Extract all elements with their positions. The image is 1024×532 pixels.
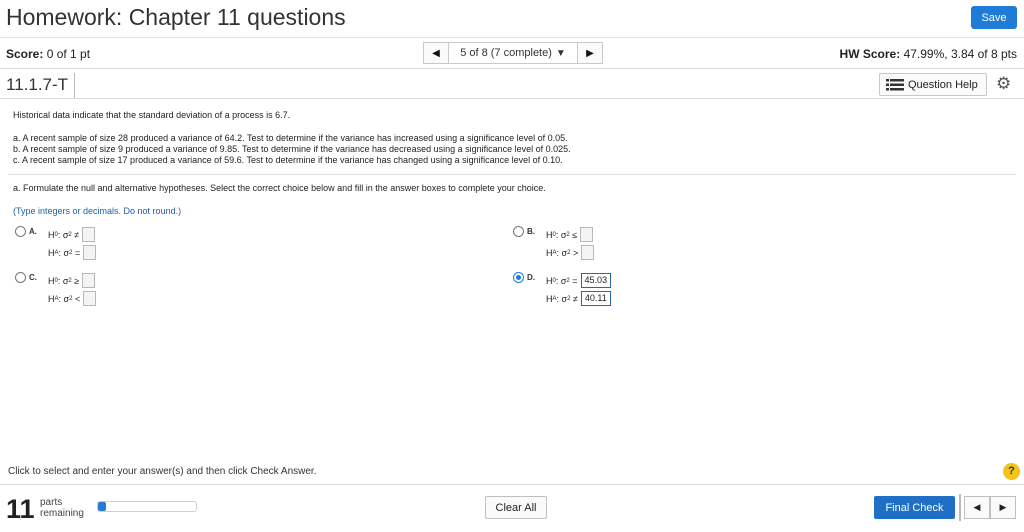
sigma: σ — [561, 293, 568, 304]
footer-message: Click to select and enter your answer(s) and then click Check Answer. — [8, 466, 317, 477]
h0-label: H — [546, 229, 553, 240]
question-part-a: a. A recent sample of size 28 produced a variance of 64.2. Test to determine if the variance has increased using a significance level of 0.05. — [13, 133, 568, 143]
prev-question-button[interactable] — [423, 42, 449, 64]
progress-fill — [98, 502, 106, 511]
squared: 2 — [68, 231, 72, 238]
question-help-label: Question Help — [908, 78, 978, 91]
divider — [8, 174, 1016, 175]
question-intro: Historical data indicate that the standard deviation of a process is 6.7. — [13, 110, 291, 120]
triangle-left-icon: ◀ — [973, 502, 981, 512]
h0-label: H — [546, 275, 553, 286]
choice-a-ha-input[interactable] — [83, 245, 96, 260]
sigma: σ — [560, 275, 567, 286]
ha-sub: A — [54, 295, 59, 302]
text-cursor — [74, 73, 75, 98]
score-bar — [0, 37, 1024, 69]
sigma: σ — [561, 247, 568, 258]
hw-score-label: HW Score: — [839, 47, 901, 61]
choice-d-ha-input[interactable]: 40.11 — [581, 291, 611, 306]
footer-prev-button[interactable] — [964, 496, 990, 519]
choice-a-h0-operator: ≠ — [74, 229, 80, 240]
squared: 2 — [69, 249, 73, 256]
choice-d-letter: D. — [527, 273, 535, 282]
question-id: 11.1.7-T — [6, 75, 69, 94]
choice-c-h0-input[interactable] — [82, 273, 95, 288]
choice-b-h0-operator: ≤ — [572, 229, 578, 240]
choice-b-letter: B. — [527, 227, 535, 236]
choice-c-radio[interactable] — [15, 272, 26, 283]
triangle-down-icon: ▼ — [555, 47, 566, 59]
page-title: Homework: Chapter 11 questions — [6, 4, 346, 30]
ha-label: H — [48, 247, 55, 258]
choice-b-h0: H 0 : σ 2 ≤ — [546, 227, 593, 242]
parts-remaining-label — [40, 497, 84, 519]
triangle-right-icon: ▶ — [999, 502, 1007, 512]
next-question-button[interactable] — [577, 42, 603, 64]
score — [6, 47, 90, 61]
choice-a-letter: A. — [29, 227, 37, 236]
footer-divider — [959, 494, 961, 521]
help-icon[interactable]: ? — [1003, 463, 1020, 480]
sigma: σ — [63, 293, 70, 304]
parts-label: parts — [40, 497, 63, 508]
choice-d-h0-input[interactable]: 45.03 — [581, 273, 612, 288]
question-parts — [13, 133, 571, 166]
choice-d-ha-operator: ≠ — [572, 293, 578, 304]
hw-score — [840, 47, 1017, 61]
choice-c-ha-input[interactable] — [83, 291, 96, 306]
choice-c-ha-operator: < — [74, 293, 81, 304]
header — [0, 0, 1024, 36]
ha-sub: A — [552, 295, 557, 302]
footer-next-button[interactable] — [990, 496, 1016, 519]
choice-b-radio[interactable] — [513, 226, 524, 237]
choice-b-h0-input[interactable] — [580, 227, 593, 242]
final-check-button[interactable]: Final Check — [874, 496, 955, 519]
choice-b-ha-input[interactable] — [581, 245, 594, 260]
question-bar — [0, 70, 1024, 99]
list-icon — [886, 79, 904, 91]
triangle-right-icon: ▶ — [586, 47, 594, 59]
sigma: σ — [63, 247, 70, 258]
answer-hint: (Type integers or decimals. Do not round.) — [13, 206, 182, 216]
choice-c-ha: H A : σ 2 < — [48, 291, 96, 306]
choice-d-radio[interactable] — [513, 272, 524, 283]
squared: 2 — [566, 231, 570, 238]
question-part-c: c. A recent sample of size 17 produced a variance of 59.6. Test to determine if the variance has changed using a significance level of 0.10. — [13, 155, 563, 165]
choice-a-ha: H A : σ 2 = — [48, 245, 96, 260]
sigma: σ — [62, 275, 69, 286]
question-nav — [423, 42, 603, 64]
save-button[interactable]: Save — [971, 6, 1017, 29]
question-part-b: b. A recent sample of size 9 produced a variance of 9.85. Test to determine if the variance has decreased using a significance level of 0.025. — [13, 144, 571, 154]
squared: 2 — [567, 249, 571, 256]
h0-sub: 0 — [552, 231, 556, 238]
progress-bar — [97, 501, 197, 512]
remaining-label: remaining — [40, 508, 84, 519]
choice-a-h0: H 0 : σ 2 ≠ — [48, 227, 95, 242]
ha-label: H — [48, 293, 55, 304]
gear-icon[interactable]: ⚙ — [996, 74, 1012, 93]
squared: 2 — [566, 277, 570, 284]
triangle-left-icon: ◀ — [432, 47, 440, 59]
choice-a-h0-input[interactable] — [82, 227, 95, 242]
score-value: 0 of 1 pt — [46, 47, 91, 61]
choice-c-h0-operator: ≥ — [74, 275, 80, 286]
h0-sub: 0 — [54, 231, 58, 238]
squared: 2 — [567, 295, 571, 302]
score-label: Score: — [6, 47, 44, 61]
question-select-label: 5 of 8 (7 complete) — [460, 47, 552, 59]
choice-d-h0-operator: = — [572, 275, 578, 286]
choice-a-ha-operator: = — [74, 247, 81, 258]
choice-d-ha: H A : σ 2 ≠ 40.11 — [546, 291, 611, 306]
squared: 2 — [69, 295, 73, 302]
footer-nav — [964, 496, 1016, 519]
ha-label: H — [546, 293, 553, 304]
h0-sub: 0 — [552, 277, 556, 284]
sigma: σ — [62, 229, 69, 240]
choice-b-ha: H A : σ 2 > — [546, 245, 594, 260]
squared: 2 — [68, 277, 72, 284]
choice-d-h0: H 0 : σ 2 = 45.03 — [546, 273, 611, 288]
question-help-button[interactable] — [879, 73, 987, 96]
hw-score-value: 47.99%, 3.84 of 8 pts — [903, 47, 1017, 61]
choice-b-ha-operator: > — [572, 247, 579, 258]
choice-c-letter: C. — [29, 273, 37, 282]
ha-label: H — [546, 247, 553, 258]
choice-a-radio[interactable] — [15, 226, 26, 237]
h0-label: H — [48, 275, 55, 286]
ha-sub: A — [552, 249, 557, 256]
footer-bar — [0, 484, 1024, 532]
ha-sub: A — [54, 249, 59, 256]
parts-count: 11 — [6, 494, 35, 524]
h0-label: H — [48, 229, 55, 240]
h0-sub: 0 — [54, 277, 58, 284]
clear-all-button[interactable]: Clear All — [485, 496, 547, 519]
question-select[interactable] — [449, 42, 577, 64]
choice-c-h0: H 0 : σ 2 ≥ — [48, 273, 95, 288]
sigma: σ — [560, 229, 567, 240]
question-instruction: a. Formulate the null and alternative hypotheses. Select the correct choice below and fill in the answer boxes to complete your choice. — [13, 183, 546, 193]
